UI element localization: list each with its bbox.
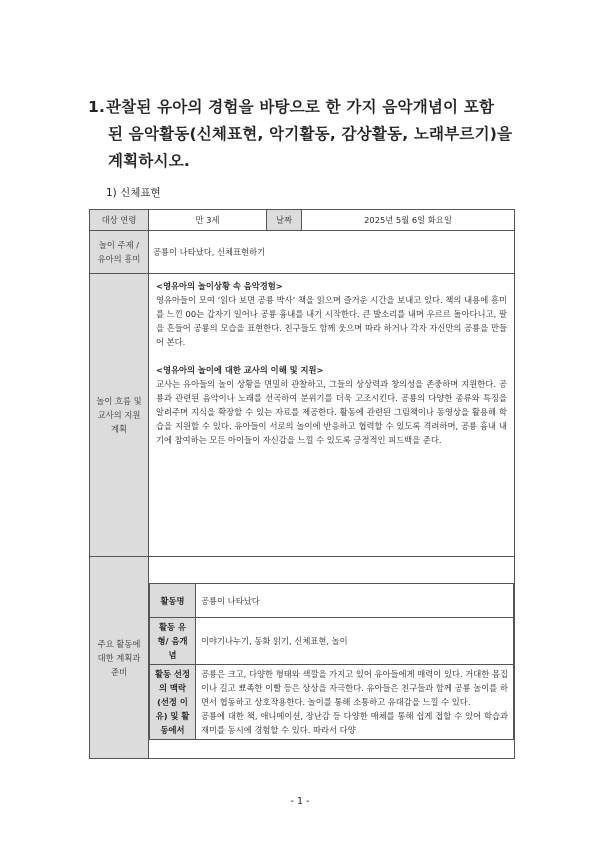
flow-content xyxy=(149,274,515,557)
activity-name-value: 공룡이 나타났다 xyxy=(196,584,514,618)
activity-detail-table xyxy=(149,583,514,740)
question-line-1: 관찰된 유아의 경험을 바탕으로 한 가지 음악개념이 포함 xyxy=(106,98,495,116)
date-label: 날짜 xyxy=(267,210,302,231)
theme-value: 공룡이 나타났다, 신체표현하기 xyxy=(149,231,515,274)
date-value: 2025년 5월 6일 화요일 xyxy=(302,210,515,231)
section-heading: 1) 신체표현 xyxy=(106,187,161,199)
question-number: 1. xyxy=(88,98,106,116)
activity-reason-content xyxy=(196,665,514,740)
situation-heading: <영유아의 놀이상황 속 음악경험> xyxy=(156,281,283,291)
activity-type-value: 이야기나누기, 동화 읽기, 신체표현, 놀이 xyxy=(196,618,514,665)
activity-name-label: 활동명 xyxy=(150,584,196,618)
page-number: - 1 - xyxy=(290,796,310,807)
main-activity-cell xyxy=(149,557,515,759)
main-activity-label: 주요 활동에 대한 계획과 준비 xyxy=(90,557,149,759)
question-line-2: 된 음악활동(신체표현, 악기활동, 감상활동, 노래부르기)을 xyxy=(108,125,513,143)
target-age-label: 대상 연령 xyxy=(90,210,149,231)
activity-type-label: 활동 유형/ 음개념 xyxy=(150,618,196,665)
activity-reason-label: 활동 선정의 맥락(선정 이유) 및 활동에서 xyxy=(150,665,196,740)
situation-text: 영유아들이 모여 ‘읽다 보면 공룡 박사’ 책을 읽으며 즐거운 시간을 보내고 있다. 책의 내용에 흥미를 느낀 00는 갑자기 일어나 공룡 흉내를 내기 시작한다. 큰 발소리를 내며 우르르 돌아다니고, 팔을 흔들어 공룡의 모습을 표현한다. 친구들도 함께 웃으며 따라 하거나 각자 자신만의 공룡을 만들어 본다. xyxy=(156,295,507,347)
theme-label: 놀이 주제 / 유아의 흥미 xyxy=(90,231,149,274)
support-heading: <영유아의 놀이에 대한 교사의 이해 및 지원> xyxy=(156,365,324,375)
reason-text-1: 공룡은 크고, 다양한 형태와 색깔을 가지고 있어 유아들에게 매력이 있다. 거대한 몸집이나 길고 뾰족한 이빨 등은 상상을 자극한다. 유아들은 친구들과 함께 공룡 놀이를 하면서 협동하고 상호작용한다. 놀이를 통해 소통하고 유대감을 느낄 수 있다. xyxy=(201,669,508,707)
support-text: 교사는 유아들의 놀이 상황을 면밀히 관찰하고, 그들의 상상력과 창의성을 존중하며 지원한다. 공룡과 관련된 음악이나 노래를 선곡하여 분위기를 더욱 고조시킨다. 공룡의 다양한 종류와 특징을 알려주며 지식을 확장할 수 있는 자료를 제공한다. 활동에 관련된 그림책이나 동영상을 활용해 학습을 지원할 수 있다. 유아들이 서로의 놀이에 반응하고 협력할 수 있도록 격려하며, 공룡 흉내 내기에 참여하는 모든 아이들이 자신감을 느낄 수 있도록 긍정적인 피드백을 준다. xyxy=(156,379,507,445)
question-title xyxy=(88,94,528,175)
question-line-3: 계획하시오. xyxy=(108,152,190,170)
flow-label: 놀이 흐름 및 교사의 지원 계획 xyxy=(90,274,149,557)
target-age-value: 만 3세 xyxy=(149,210,267,231)
reason-text-2: 공룡에 대한 책, 애니메이션, 장난감 등 다양한 매체를 통해 쉽게 접할 수 있어 학습과 재미를 동시에 경험할 수 있다. 따라서 다양 xyxy=(201,711,508,735)
activity-plan-table xyxy=(89,209,515,759)
